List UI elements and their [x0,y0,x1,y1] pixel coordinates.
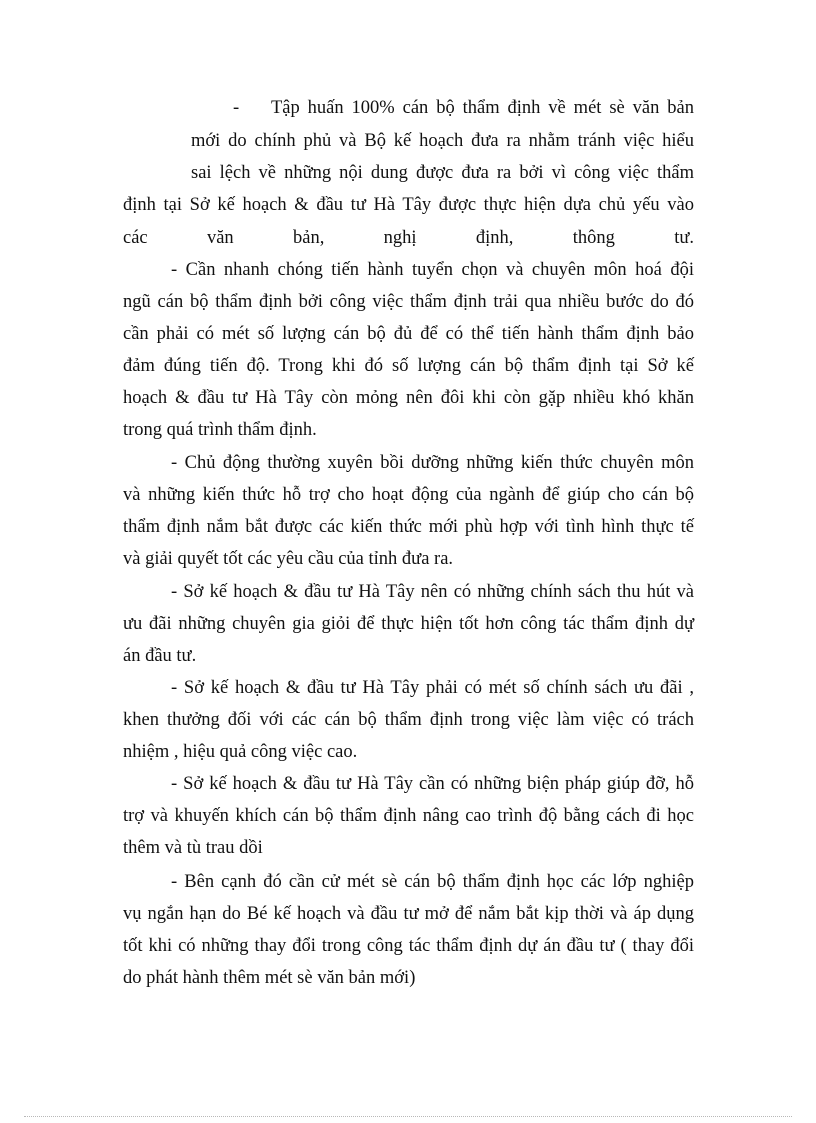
text-line: Tập huấn 100% cán bộ thẩm định về mét sè văn bản [271,98,694,118]
text-line: định tại Sở kế hoạch & đầu tư Hà Tây được thực hiện dựa chủ yếu vào [123,195,694,215]
text-line: án đầu tư. [123,646,197,666]
text-line: trong quá trình thẩm định. [123,420,317,440]
text-line: nhiệm , hiệu quả công việc cao. [123,742,358,762]
text-line: mới do chính phủ và Bộ kế hoạch đưa ra nhằm tránh việc hiểu [191,131,694,151]
page-bottom-divider [24,1116,792,1117]
text-line: thẩm định nắm bắt được các kiến thức mới phù hợp với tình hình thực tế [123,517,694,537]
text-line: do phát hành thêm mét sè văn bản mới) [123,968,416,988]
text-line: ưu đãi những chuyên gia giỏi để thực hiện tốt hơn công tác thẩm định dự [123,614,694,634]
text-line: - Sở kế hoạch & đầu tư Hà Tây phải có mét số chính sách ưu đãi , [171,678,694,698]
text-line: đảm đúng tiến độ. Trong khi đó số lượng cán bộ thẩm định tại Sở kế [123,356,694,376]
text-line: sai lệch về những nội dung được đưa ra bởi vì công việc thẩm [191,163,694,183]
text-line: và giải quyết tốt các yêu cầu của tỉnh đưa ra. [123,549,454,569]
text-line: cần phải có mét số lượng cán bộ đủ để có thể tiến hành thẩm định bảo [123,324,694,344]
text-line: tốt khi có những thay đổi trong công tác thẩm định dự án đầu tư ( thay đổi [123,936,694,956]
text-line: khen thưởng đối với các cán bộ thẩm định trong việc làm việc có trách [123,710,694,730]
text-line: các văn bản, nghị định, thông tư. [123,228,694,248]
text-line: - Chủ động thường xuyên bồi dưỡng những kiến thức chuyên môn [171,453,694,473]
text-line: vụ ngắn hạn do Bé kế hoạch và đầu tư mở để nắm bắt kịp thời và áp dụng [123,904,694,924]
text-line: ngũ cán bộ thẩm định bởi công việc thẩm định trải qua nhiều bước do đó [123,292,694,312]
text-line: - Sở kế hoạch & đầu tư Hà Tây cần có những biện pháp giúp đỡ, hỗ [171,774,694,794]
text-line: thêm và tù trau dồi [123,838,263,858]
text-line: - Sở kế hoạch & đầu tư Hà Tây nên có những chính sách thu hút và [171,582,694,602]
text-line: hoạch & đầu tư Hà Tây còn mỏng nên đôi khi còn gặp nhiều khó khăn [123,388,694,408]
bullet-dash: - [233,98,240,118]
text-line: trợ và khuyến khích cán bộ thẩm định nâng cao trình độ bằng cách đi học [123,806,694,826]
text-line: và những kiến thức hỗ trợ cho hoạt động của ngành để giúp cho cán bộ [123,485,694,505]
text-line: - Cần nhanh chóng tiến hành tuyển chọn và chuyên môn hoá đội [171,260,694,280]
text-line: - Bên cạnh đó cần cử mét sè cán bộ thẩm định học các lớp nghiệp [171,872,694,892]
